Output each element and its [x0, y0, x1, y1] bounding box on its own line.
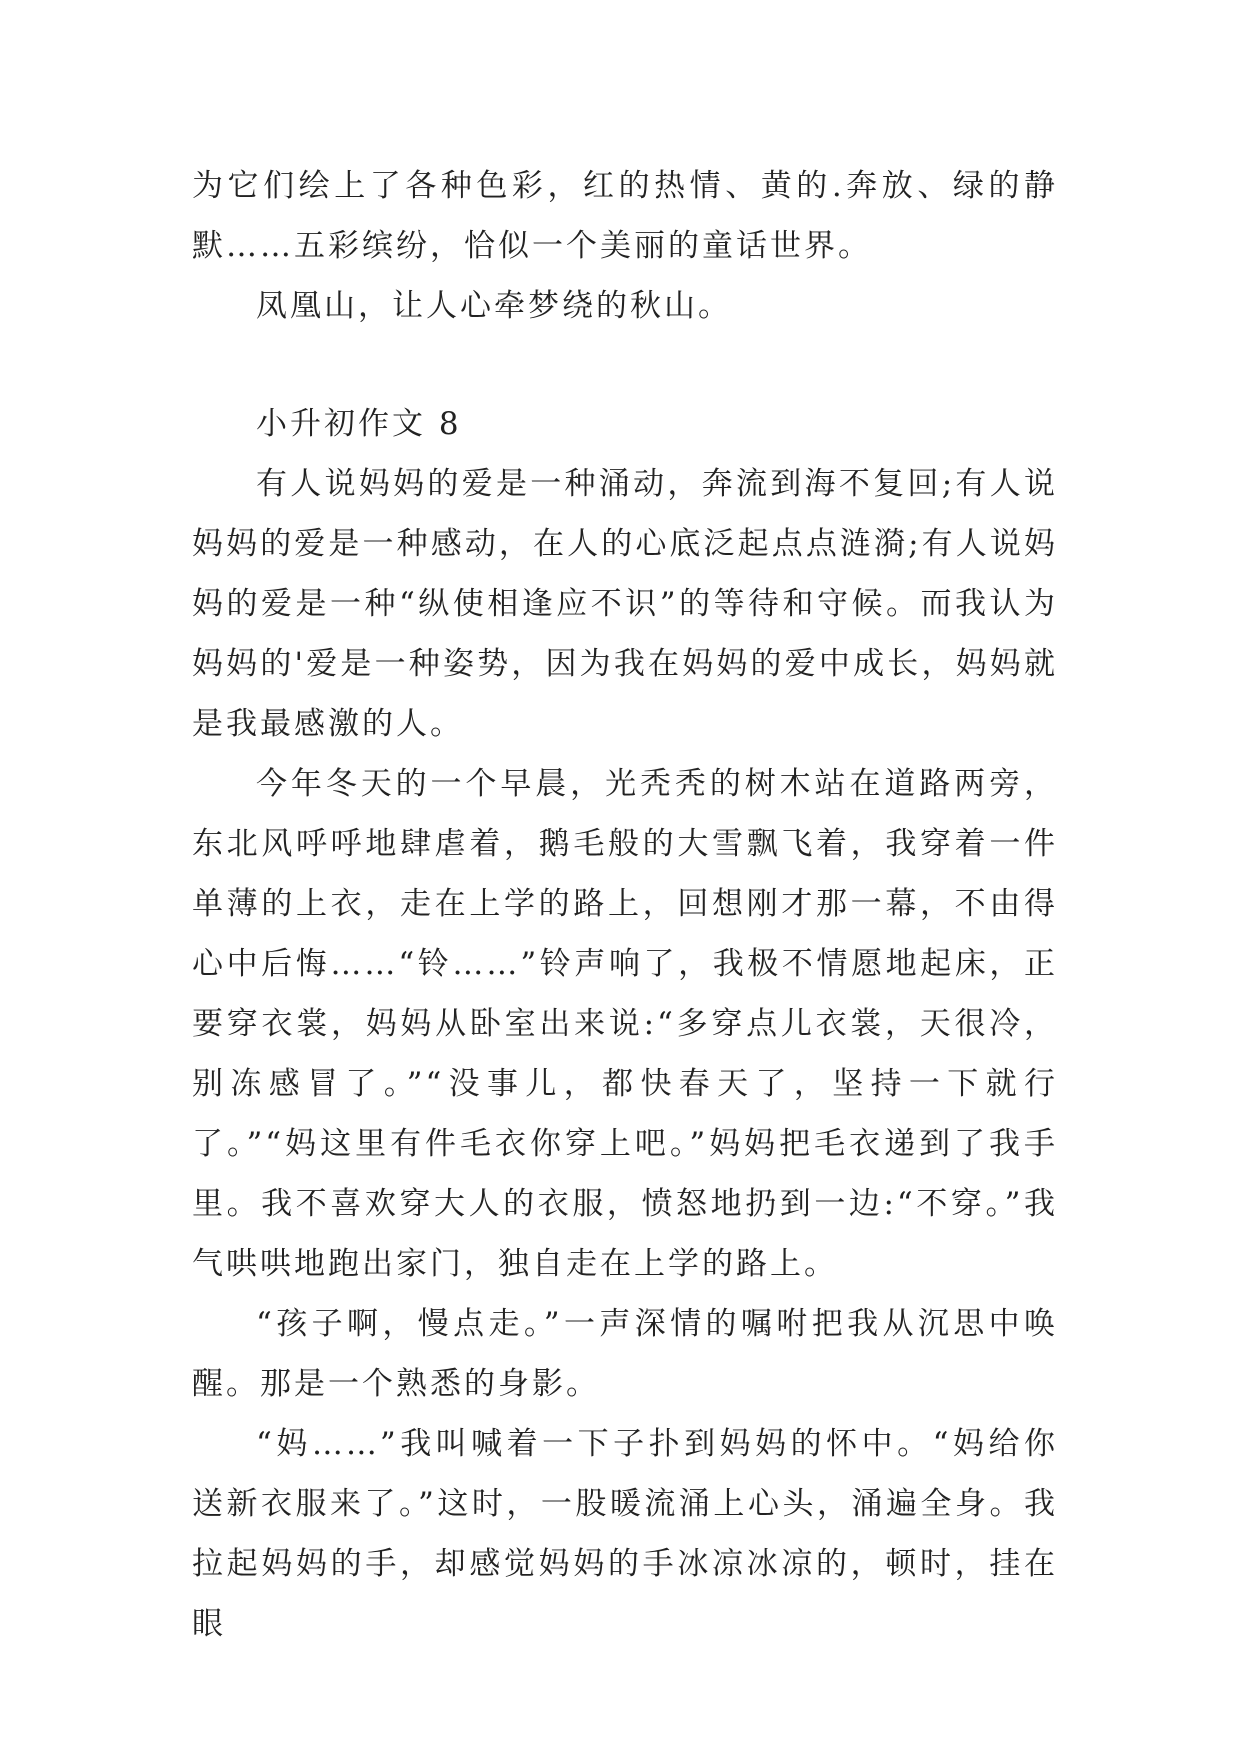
paragraph: 今年冬天的一个早晨，光秃秃的树木站在道路两旁，东北风呼呼地肆虐着，鹅毛般的大雪飘飞着，我穿着一件单薄的上衣，走在上学的路上，回想刚才那一幕，不由得心中后悔……“铃……”铃声响了，我极不情愿地起床，正要穿衣裳，妈妈从卧室出来说:“多穿点儿衣裳，天很冷，别冻感冒了。”“没事儿，都快春天了，坚持一下就行了。”“妈这里有件毛衣你穿上吧。”妈妈把毛衣递到了我手里。我不喜欢穿大人的衣服，愤怒地扔到一边:“不穿。”我气哄哄地跑出家门，独自走在上学的路上。 [192, 766, 1058, 1282]
paragraph-continued: 为它们绘上了各种色彩，红的热情、黄的.奔放、绿的静默……五彩缤纷，恰似一个美丽的童话世界。 [192, 168, 1058, 264]
essay-title: 小升初作文 8 [256, 406, 462, 442]
essay-section [192, 394, 1058, 1654]
paragraph: 有人说妈妈的爱是一种涌动，奔流到海不复回;有人说妈妈的爱是一种感动，在人的心底泛起点点涟漪;有人说妈妈的爱是一种“纵使相逢应不识”的等待和守候。而我认为妈妈的'爱是一种姿势，因为我在妈妈的爱中成长，妈妈就是我最感激的人。 [192, 466, 1058, 742]
continuation-section [192, 156, 1058, 336]
paragraph: “妈……”我叫喊着一下子扑到妈妈的怀中。“妈给你送新衣服来了。”这时，一股暖流涌上心头，涌遍全身。我拉起妈妈的手，却感觉妈妈的手冰凉冰凉的，顿时，挂在眼 [192, 1426, 1058, 1642]
paragraph: “孩子啊，慢点走。”一声深情的嘱咐把我从沉思中唤醒。那是一个熟悉的身影。 [192, 1306, 1058, 1402]
paragraph: 凤凰山，让人心牵梦绕的秋山。 [256, 288, 732, 324]
